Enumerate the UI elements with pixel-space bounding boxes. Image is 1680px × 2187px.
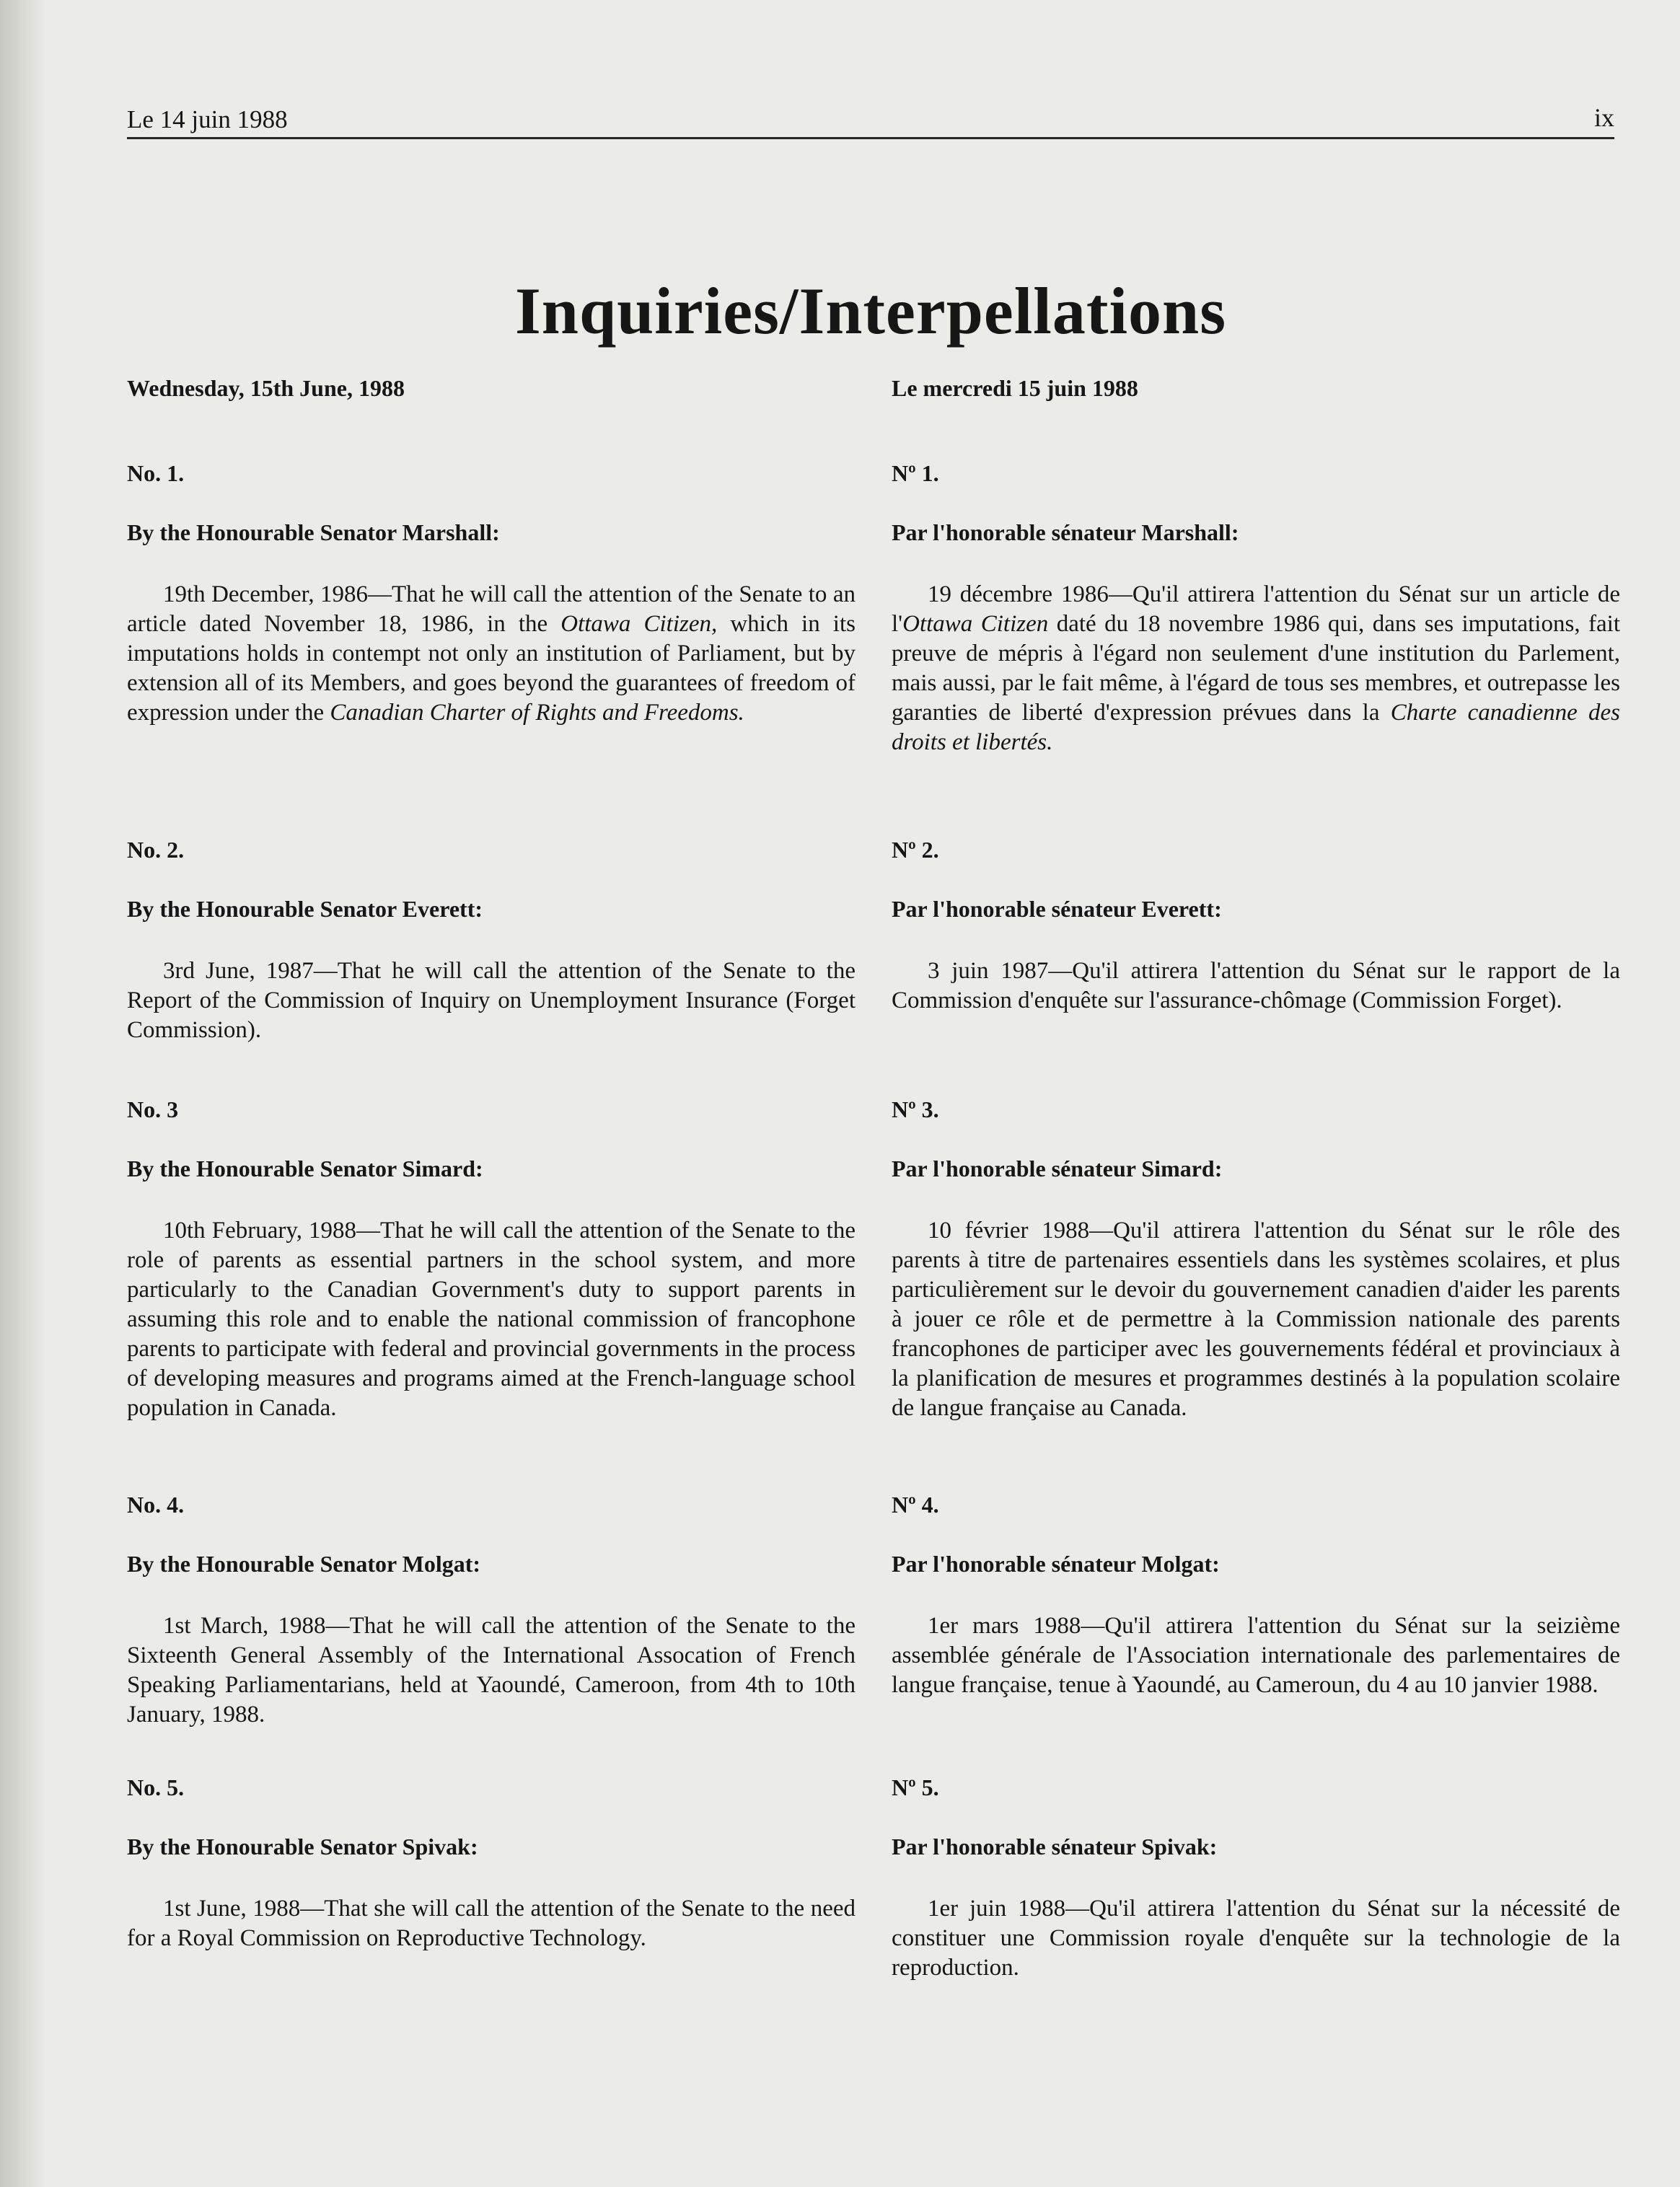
entry-text: 10th February, 1988—That he will call the attention of the Senate to the role of parents as essential partners in the school system, and more particularly to the Canadian Government's duty to support parents in assuming this role and to enable the national commission of francophone parents to participate with federal and provincial governments in the process of developing measures and programs aimed at the French-language school population in Canada.	[127, 1218, 856, 1421]
italic-publication: Ottawa Citizen,	[560, 611, 718, 637]
entry-text: 19th December, 1986—That he will call the attention of the Senate to an article dated November 18, 1986, in the Ottawa Citizen, which in its imputations holds in contempt not only an institution of Parliament, but by extension all of its Members, and goes beyond the guarantees of freedom of expression under the Canadian Charter of Rights and Freedoms.	[127, 581, 856, 726]
page-title: Inquiries/Interpellations	[514, 274, 1226, 348]
italic-publication: Ottawa Citizen	[902, 611, 1049, 637]
entry-number: No. 4.	[127, 1492, 185, 1518]
entry-number: No. 5.	[127, 1774, 185, 1800]
entry-sponsor: Par l'honorable sénateur Spivak:	[892, 1834, 1218, 1860]
entry-sponsor: Par l'honorable sénateur Simard:	[892, 1156, 1223, 1181]
french-date-heading: Le mercredi 15 juin 1988	[892, 375, 1138, 401]
entry-text: 1st June, 1988—That she will call the attention of the Senate to the need for a Royal Commission on Reproductive Technology.	[127, 1896, 856, 1951]
running-header	[127, 101, 1614, 139]
entry-sponsor: Par l'honorable sénateur Everett:	[892, 896, 1222, 922]
page-edge-shadow	[0, 0, 46, 2187]
entry-text: 1st March, 1988—That he will call the attention of the Senate to the Sixteenth General Assembly of the International Assocation of French Speaking Parliamentarians, held at Yaoundé, Cameroon, from 4th to 10th January, 1988.	[127, 1613, 856, 1728]
entry-text: 19 décembre 1986—Qu'il attirera l'attention du Sénat sur un article de l'Ottawa Citizen daté du 18 novembre 1986 qui, dans ses imputations, fait preuve de mépris à l'égard non seulement d'une institution du Parlement, mais aussi, par le fait même, à l'égard de tous ses membres, et outrepasse les garanties de liberté d'expression prévues dans la Charte canadienne des droits et libertés.	[892, 581, 1620, 755]
entry-sponsor: By the Honourable Senator Everett:	[127, 896, 483, 922]
entry-number: Nº 4.	[892, 1492, 939, 1518]
entry-number: No. 3	[127, 1096, 179, 1122]
entry-number: Nº 3.	[892, 1096, 939, 1122]
entry-text: 1er juin 1988—Qu'il attirera l'attention du Sénat sur la nécessité de constituer une Commission royale d'enquête sur la technologie de la reproduction.	[892, 1896, 1620, 1981]
entry-number: Nº 2.	[892, 837, 939, 863]
entry-sponsor: By the Honourable Senator Molgat:	[127, 1551, 481, 1577]
entry-text: 10 février 1988—Qu'il attirera l'attention du Sénat sur le rôle des parents à titre de partenaires essentiels dans les systèmes scolaires, et plus particulièrement sur le devoir du gouvernement canadien d'aider les parents à jouer ce rôle et de permettre à la Commission nationale des parents francophones de participer avec les gouvernements fédéral et provinciaux à la planification de mesures et programmes destinés à la population scolaire de langue française au Canada.	[892, 1218, 1620, 1421]
entry-sponsor: Par l'honorable sénateur Molgat:	[892, 1551, 1220, 1577]
english-date-heading: Wednesday, 15th June, 1988	[127, 375, 405, 401]
page-number: ix	[1593, 103, 1614, 132]
entry-number: No. 1.	[127, 460, 185, 486]
entry-text: 3 juin 1987—Qu'il attirera l'attention du Sénat sur le rapport de la Commission d'enquête sur l'assurance-chômage (Commission Forget).	[892, 958, 1620, 1013]
entry-text: 1er mars 1988—Qu'il attirera l'attention du Sénat sur la seizième assemblée générale de l'Association internationale des parlementaires de langue française, tenue à Yaoundé, au Cameroun, du 4 au 10 janvier 1988.	[892, 1613, 1620, 1698]
entry-sponsor: By the Honourable Senator Marshall:	[127, 519, 500, 545]
entry-number: No. 2.	[127, 837, 185, 863]
entry-text: 3rd June, 1987—That he will call the attention of the Senate to the Report of the Commission of Inquiry on Unemployment Insurance (Forget Commission).	[127, 958, 856, 1043]
entry-sponsor: By the Honourable Senator Simard:	[127, 1156, 483, 1181]
entry-number: Nº 1.	[892, 460, 939, 486]
italic-charter: Charte canadienne des droits et libertés.	[892, 700, 1620, 755]
entry-sponsor: Par l'honorable sénateur Marshall:	[892, 519, 1239, 545]
entry-sponsor: By the Honourable Senator Spivak:	[127, 1834, 478, 1860]
entry-number: Nº 5.	[892, 1774, 939, 1800]
italic-charter: Canadian Charter of Rights and Freedoms.	[330, 700, 744, 726]
header-date: Le 14 juin 1988	[127, 105, 288, 133]
